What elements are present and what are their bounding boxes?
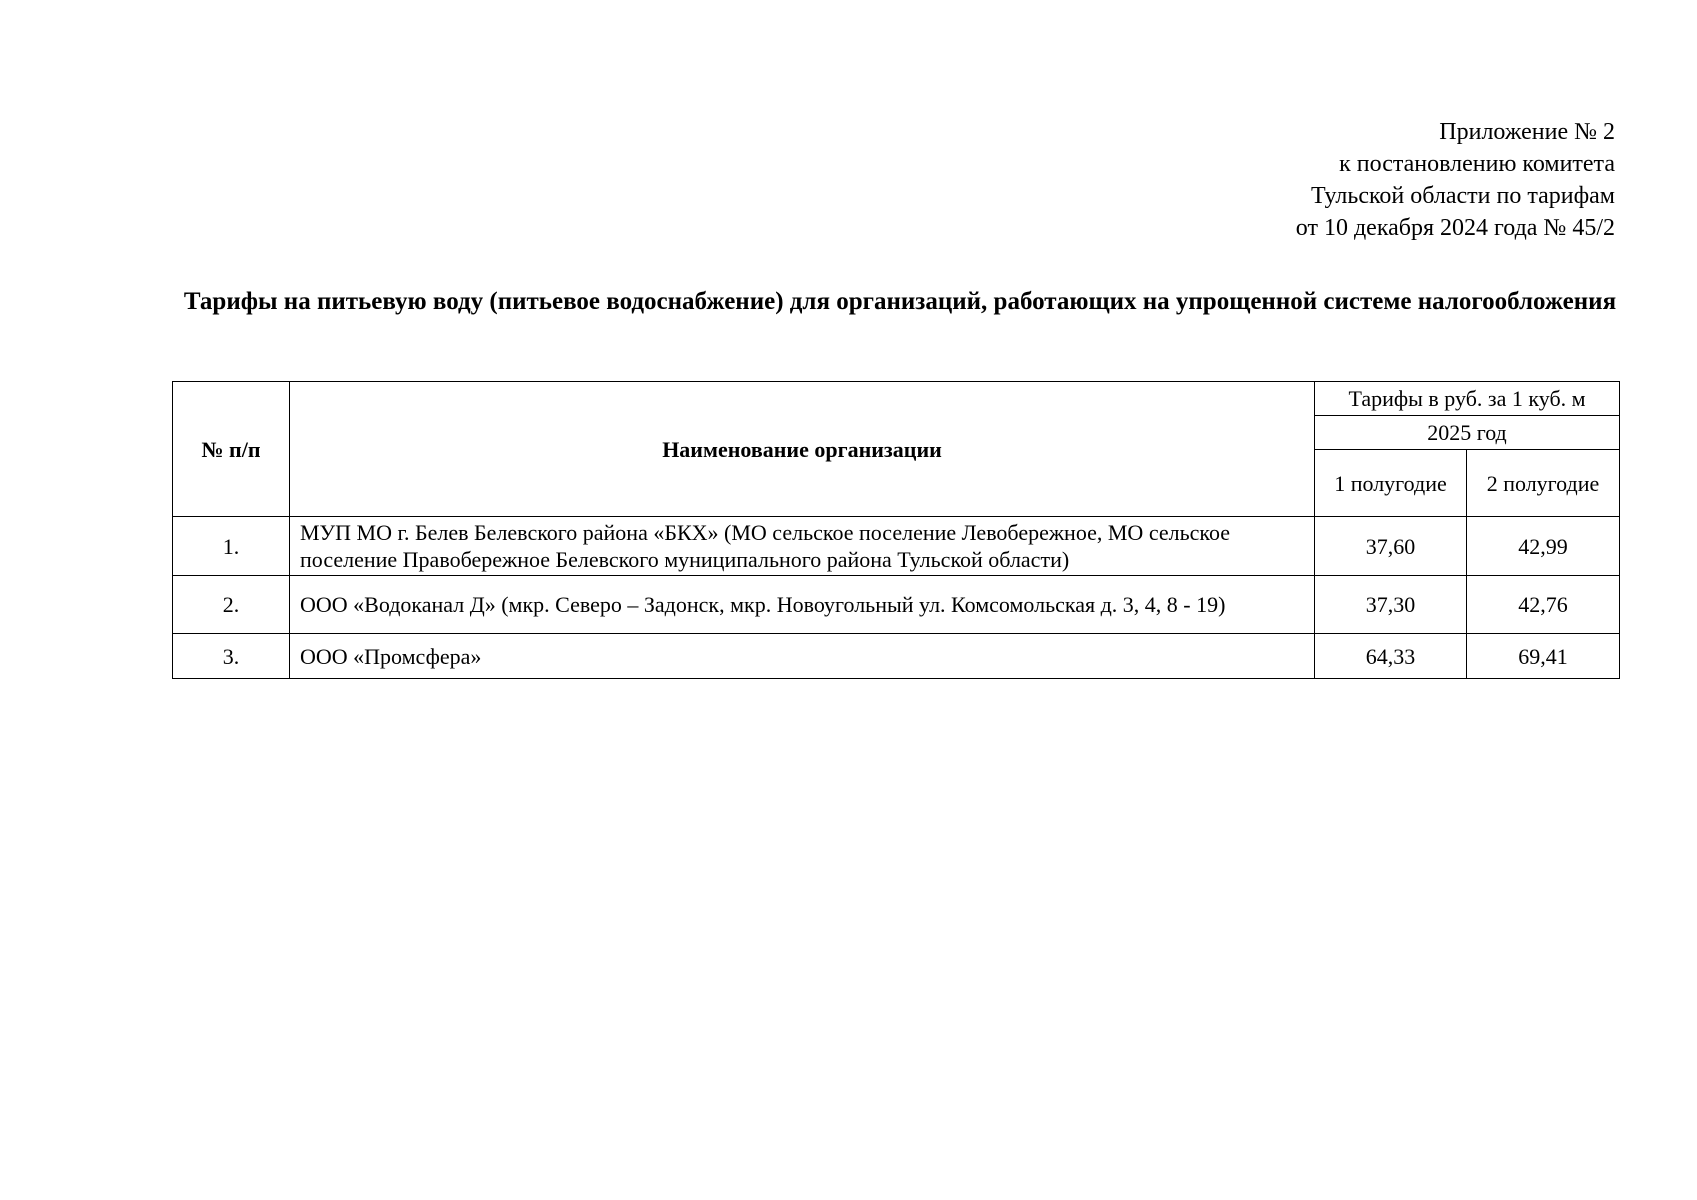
table-row (173, 517, 1620, 576)
row-number: 1. (173, 517, 290, 576)
tariff-half-1: 37,60 (1315, 517, 1467, 576)
tariff-half-2: 42,99 (1467, 517, 1620, 576)
table-header-row (173, 382, 1620, 416)
appendix-line-3: Тульской области по тарифам (1310, 183, 1615, 209)
row-number: 2. (173, 576, 290, 634)
organization-name: ООО «Промсфера» (290, 634, 1315, 679)
header-half-2: 2 полугодие (1467, 450, 1620, 517)
organization-name: ООО «Водоканал Д» (мкр. Северо – Задонск, мкр. Новоугольный ул. Комсомольская д. 3, 4, 8 - 19) (290, 576, 1315, 634)
row-number: 3. (173, 634, 290, 679)
appendix-line-2: к постановлению комитета (1339, 151, 1615, 177)
organization-name: МУП МО г. Белев Белевского района «БКХ» (МО сельское поселение Левобережное, МО сельское поселение Правобережное Белевского муниципального района Тульской области) (290, 517, 1315, 576)
header-half-1: 1 полугодие (1315, 450, 1467, 517)
appendix-block (1296, 116, 1615, 244)
tariff-half-1: 37,30 (1315, 576, 1467, 634)
header-number: № п/п (173, 382, 290, 517)
tariff-half-1: 64,33 (1315, 634, 1467, 679)
header-year: 2025 год (1315, 416, 1620, 450)
header-organization-name: Наименование организации (290, 382, 1315, 517)
table-row (173, 634, 1620, 679)
tariffs-table (172, 381, 1620, 679)
tariff-half-2: 42,76 (1467, 576, 1620, 634)
appendix-line-4: от 10 декабря 2024 года № 45/2 (1295, 215, 1615, 241)
tariff-half-2: 69,41 (1467, 634, 1620, 679)
header-tariffs: Тарифы в руб. за 1 куб. м (1315, 382, 1620, 416)
table-row (173, 576, 1620, 634)
document-title: Тарифы на питьевую воду (питьевое водоснабжение) для организаций, работающих на упрощенной системе налогообложения (183, 288, 1617, 315)
appendix-line-1: Приложение № 2 (1439, 119, 1615, 145)
